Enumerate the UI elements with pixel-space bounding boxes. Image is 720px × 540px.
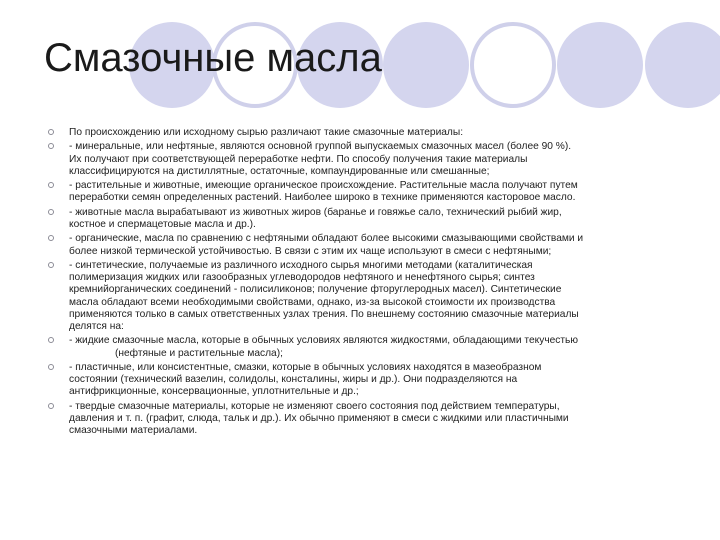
list-item: - растительные и животные, имеющие органическое происхождение. Растительные масла получают путем переработки семян определенных растений. Наиболее широко в технике применяются касторовое масло. [48,180,708,204]
list-item: - органические, масла по сравнению с нефтяными обладают более высокими смазывающими свойствами и более низкой термической устойчивостью. В связи с этим их чаще используют в смеси с нефтяными; [48,233,708,257]
list-item: По происхождению или исходному сырью различают такие смазочные материалы: [48,127,708,139]
bullet-ring-icon [48,182,54,188]
bullet-ring-icon [48,209,54,215]
list-item: - животные масла вырабатывают из животных жиров (баранье и говяжье сало, технический рыбий жир, костное и спермацетовые масла и др.). [48,207,708,231]
slide-title: Смазочные масла [44,36,382,80]
list-item: - минеральные, или нефтяные, являются основной группой выпускаемых смазочных масел (более 90 %). Их получают при соответствующей переработке нефти. По способу получения такие материалы классифицируются на дистиллятные, остаточные, компаундированные или смешанные; [48,141,708,178]
bullet-ring-icon [48,262,54,268]
circle-filled-4 [557,22,643,108]
list-item: - твердые смазочные материалы, которые не изменяют своего состояния под действием температуры, давления и т. п. (графит, слюда, тальк и др.). Их обычно применяют в смеси с жидкими или пластичными смазочными материалами. [48,401,708,438]
bullet-ring-icon [48,235,54,241]
bullet-ring-icon [48,143,54,149]
bullet-ring-icon [48,364,54,370]
bullet-ring-icon [48,403,54,409]
list-item: - пластичные, или консистентные, смазки, которые в обычных условиях находятся в мазеобразном состоянии (технический вазелин, солидолы, консталины, жиры и др.). Они подразделяются на антифрикционные, консервационные, уплотнительные и др.; [48,362,708,399]
list-item: - синтетические, получаемые из различного исходного сырья многими методами (каталитическая полимеризация жидких или газообразных углеводородов нефтяного и ненефтяного сырья; синтез кремнийорганических соединений - полисиликонов; получение фторуглеродных масел). Синтетические масла обладают всеми необходимыми свойствами, однако, из-за высокой стоимости их производства применяются только в самых ответственных узлах трения. По внешнему состоянию смазочные материалы делятся на: [48,260,708,333]
bullet-list [48,127,708,440]
circle-filled-3 [383,22,469,108]
list-item: - жидкие смазочные масла, которые в обычных условиях являются жидкостями, обладающими текучестью (нефтяные и растительные масла); [48,335,708,359]
circle-filled-5 [645,22,720,108]
bullet-ring-icon [48,337,54,343]
circle-outline-2 [472,24,554,106]
bullet-ring-icon [48,129,54,135]
